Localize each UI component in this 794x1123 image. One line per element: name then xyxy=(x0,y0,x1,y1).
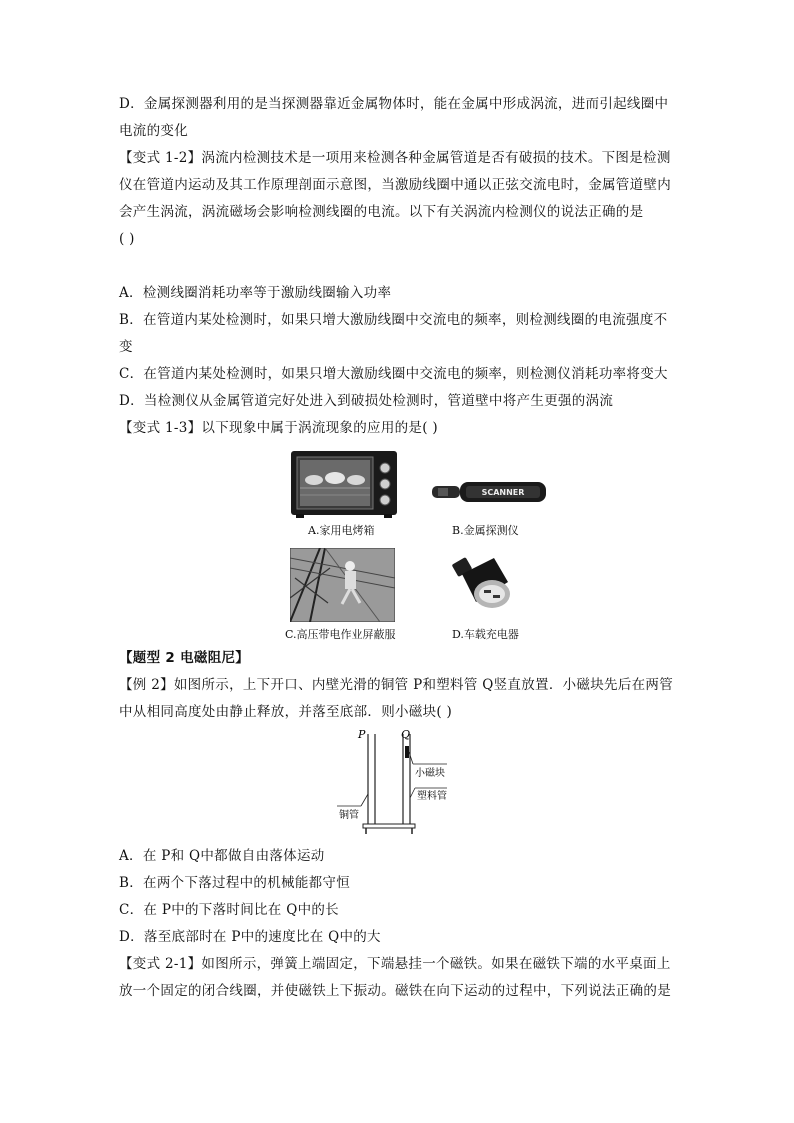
option-d: D．当检测仪从金属管道完好处进入到破损处检测时，管道壁中将产生更强的涡流 xyxy=(119,393,614,409)
high-voltage-worker-image xyxy=(290,548,395,622)
caption-d: D.车载充电器 xyxy=(452,628,519,641)
variant-2-1-line-2: 放一个固定的闭合线圈，并使磁铁上下振动。磁铁在向下运动的过程中，下列说法正确的是 xyxy=(119,983,671,999)
label-q: Q xyxy=(401,728,411,741)
label-p: P xyxy=(358,728,366,741)
caption-a: A.家用电烤箱 xyxy=(308,524,375,537)
caption-c: C.高压带电作业屏蔽服 xyxy=(285,628,396,641)
example-2-option-d: D．落至底部时在 P中的速度比在 Q中的大 xyxy=(119,929,381,945)
example-2-line-2: 中从相同高度处由静止释放，并落至底部．则小磁块( ) xyxy=(119,704,453,720)
option-a: A．检测线圈消耗功率等于激励线圈输入功率 xyxy=(119,285,392,301)
example-2-line-1: 【例 2】如图所示，上下开口、内壁光滑的铜管 P和塑料管 Q竖直放置．小磁块先后在两管 xyxy=(119,677,674,693)
oven-image xyxy=(290,450,398,518)
label-magnet: 小磁块 xyxy=(415,768,445,779)
variant-1-2-line-1: 【变式 1-2】涡流内检测技术是一项用来检测各种金属管道是否有破损的技术。下图是检测 xyxy=(119,150,671,166)
section-type-2-heading: 【题型 2 电磁阻尼】 xyxy=(119,650,250,666)
option-c: C．在管道内某处检测时，如果只增大激励线圈中交流电的频率，则检测仪消耗功率将变大 xyxy=(119,366,668,382)
example-2-option-b: B．在两个下落过程中的机械能都守恒 xyxy=(119,875,351,891)
variant-1-2-line-3: 会产生涡流，涡流磁场会影响检测线圈的电流。以下有关涡流内检测仪的说法正确的是 xyxy=(119,204,644,220)
option-b-line-2: 变 xyxy=(119,339,133,355)
example-2-option-c: C．在 P中的下落时间比在 Q中的长 xyxy=(119,902,339,918)
pipe-diagram xyxy=(335,726,475,838)
scanner-label: SCANNER xyxy=(481,488,525,497)
caption-b: B.金属探测仪 xyxy=(452,524,519,537)
label-copper: 铜管 xyxy=(339,810,359,821)
variant-2-1-line-1: 【变式 2-1】如图所示，弹簧上端固定，下端悬挂一个磁铁。如果在磁铁下端的水平桌面上 xyxy=(119,956,671,972)
answer-blank: ( ) xyxy=(119,231,135,247)
metal-detector-image xyxy=(430,478,550,506)
variant-1-3: 【变式 1-3】以下现象中属于涡流现象的应用的是( ) xyxy=(119,420,438,436)
label-plastic: 塑料管 xyxy=(417,791,447,802)
example-2-option-a: A．在 P和 Q中都做自由落体运动 xyxy=(119,848,325,864)
option-d-line-2: 电流的变化 xyxy=(119,123,188,139)
option-d-line-1: D．金属探测器利用的是当探测器靠近金属物体时，能在金属中形成涡流，进而引起线圈中 xyxy=(119,96,669,112)
variant-1-2-line-2: 仪在管道内运动及其工作原理剖面示意图，当激励线圈中通以正弦交流电时，金属管道壁内 xyxy=(119,177,671,193)
car-charger-image xyxy=(448,552,520,616)
option-b-line-1: B．在管道内某处检测时，如果只增大激励线圈中交流电的频率，则检测线圈的电流强度不 xyxy=(119,312,668,328)
